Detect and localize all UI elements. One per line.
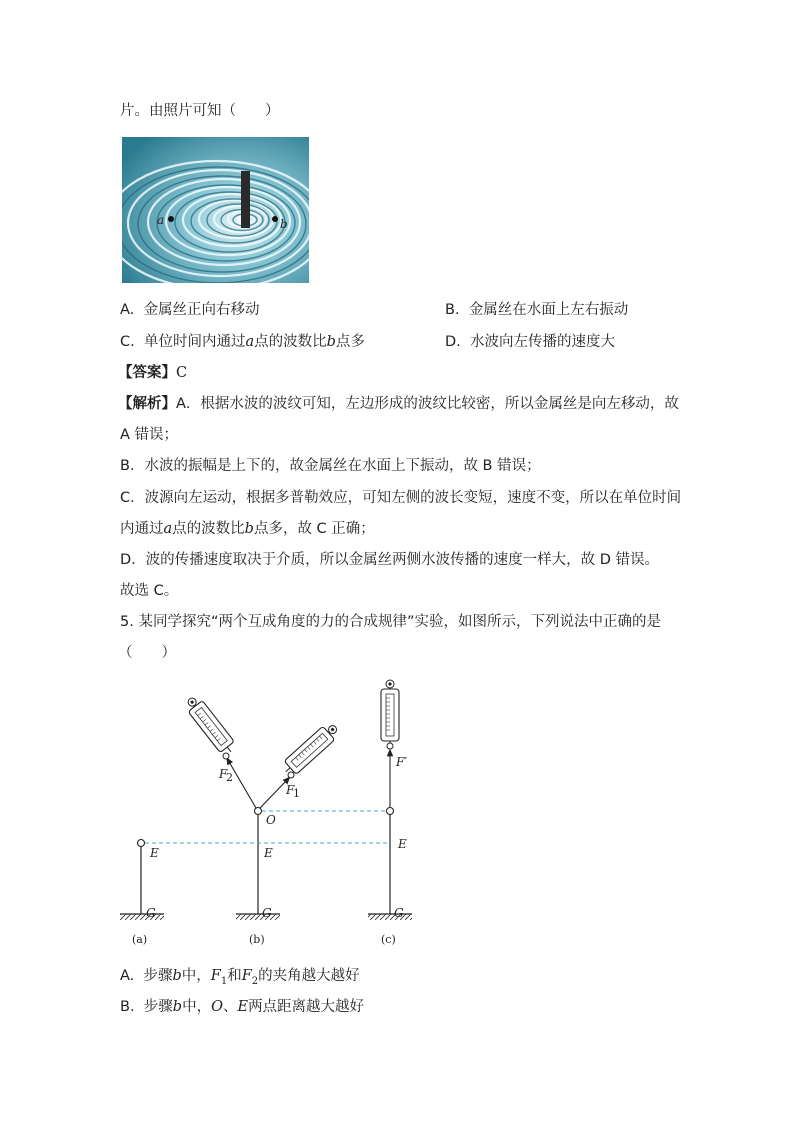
svg-text:(a): (a) xyxy=(132,933,148,946)
svg-text:E: E xyxy=(264,846,273,860)
q4-option-c[interactable]: C. 单位时间内通过a点的波数比b点多 xyxy=(120,334,365,350)
q4-intro-tail: 片。由照片可知（ ） xyxy=(120,103,280,119)
q5-stem-line-2: （ ） xyxy=(118,645,176,661)
svg-text:G: G xyxy=(262,906,272,920)
q4-option-d[interactable]: D. 水波向左传播的速度大 xyxy=(445,334,615,350)
svg-text:(c): (c) xyxy=(381,933,396,946)
svg-text:F′: F′ xyxy=(396,755,408,769)
water-wave-photo xyxy=(122,137,309,283)
svg-text:2: 2 xyxy=(226,771,233,784)
q5-option-a[interactable]: A. 步骤b中，$F_1$和$F_2$的夹角越大越好 xyxy=(120,968,360,987)
q5-stem-line-1: 5. 某同学探究“两个互成角度的力的合成规律”实验，如图所示，下列说法中正确的是 xyxy=(120,614,661,630)
metal-wire xyxy=(241,171,250,228)
q4-analysis-line-5: 内通过a点的波数比b点多，故 C 正确； xyxy=(120,521,375,537)
svg-text:G: G xyxy=(394,906,404,920)
svg-text:F: F xyxy=(286,783,295,797)
spring-scale-left xyxy=(183,693,238,757)
q4-conclusion: 故选 C。 xyxy=(120,583,179,599)
svg-text:G: G xyxy=(146,906,156,920)
point-b-dot xyxy=(272,216,278,222)
point-b-label: b xyxy=(280,217,288,231)
point-a-label: a xyxy=(157,213,165,227)
q4-analysis-line-2: A 错误； xyxy=(120,427,179,443)
q4-answer: 【答案】C xyxy=(118,365,188,381)
q4-option-a[interactable]: A. 金属丝正向右移动 xyxy=(120,302,260,318)
q4-analysis-line-3: B．水波的振幅是上下的，故金属丝在水面上下振动，故 B 错误； xyxy=(120,458,541,474)
spring-scale-right xyxy=(280,720,342,778)
point-a-dot xyxy=(168,216,174,222)
svg-text:O: O xyxy=(266,813,276,827)
svg-text:E: E xyxy=(150,846,159,860)
svg-text:(b): (b) xyxy=(249,933,265,946)
q4-analysis-line-4: C．波源向左运动，根据多普勒效应，可知左侧的波长变短，速度不变，所以在单位时间 xyxy=(120,490,682,506)
svg-text:F: F xyxy=(219,767,228,781)
q4-option-b[interactable]: B. 金属丝在水面上左右振动 xyxy=(445,302,629,318)
spring-scale-vertical xyxy=(381,680,399,743)
svg-text:E: E xyxy=(398,837,407,851)
force-composition-diagram xyxy=(110,675,440,955)
svg-text:1: 1 xyxy=(293,787,300,800)
q4-analysis-line-6: D．波的传播速度取决于介质，所以金属丝两侧水波传播的速度一样大，故 D 错误。 xyxy=(120,552,660,568)
q5-option-b[interactable]: B. 步骤b中，O、E两点距离越大越好 xyxy=(120,999,365,1015)
q4-analysis-line-1: 【解析】A．根据水波的波纹可知，左边形成的波纹比较密，所以金属丝是向左移动，故 xyxy=(118,396,679,412)
